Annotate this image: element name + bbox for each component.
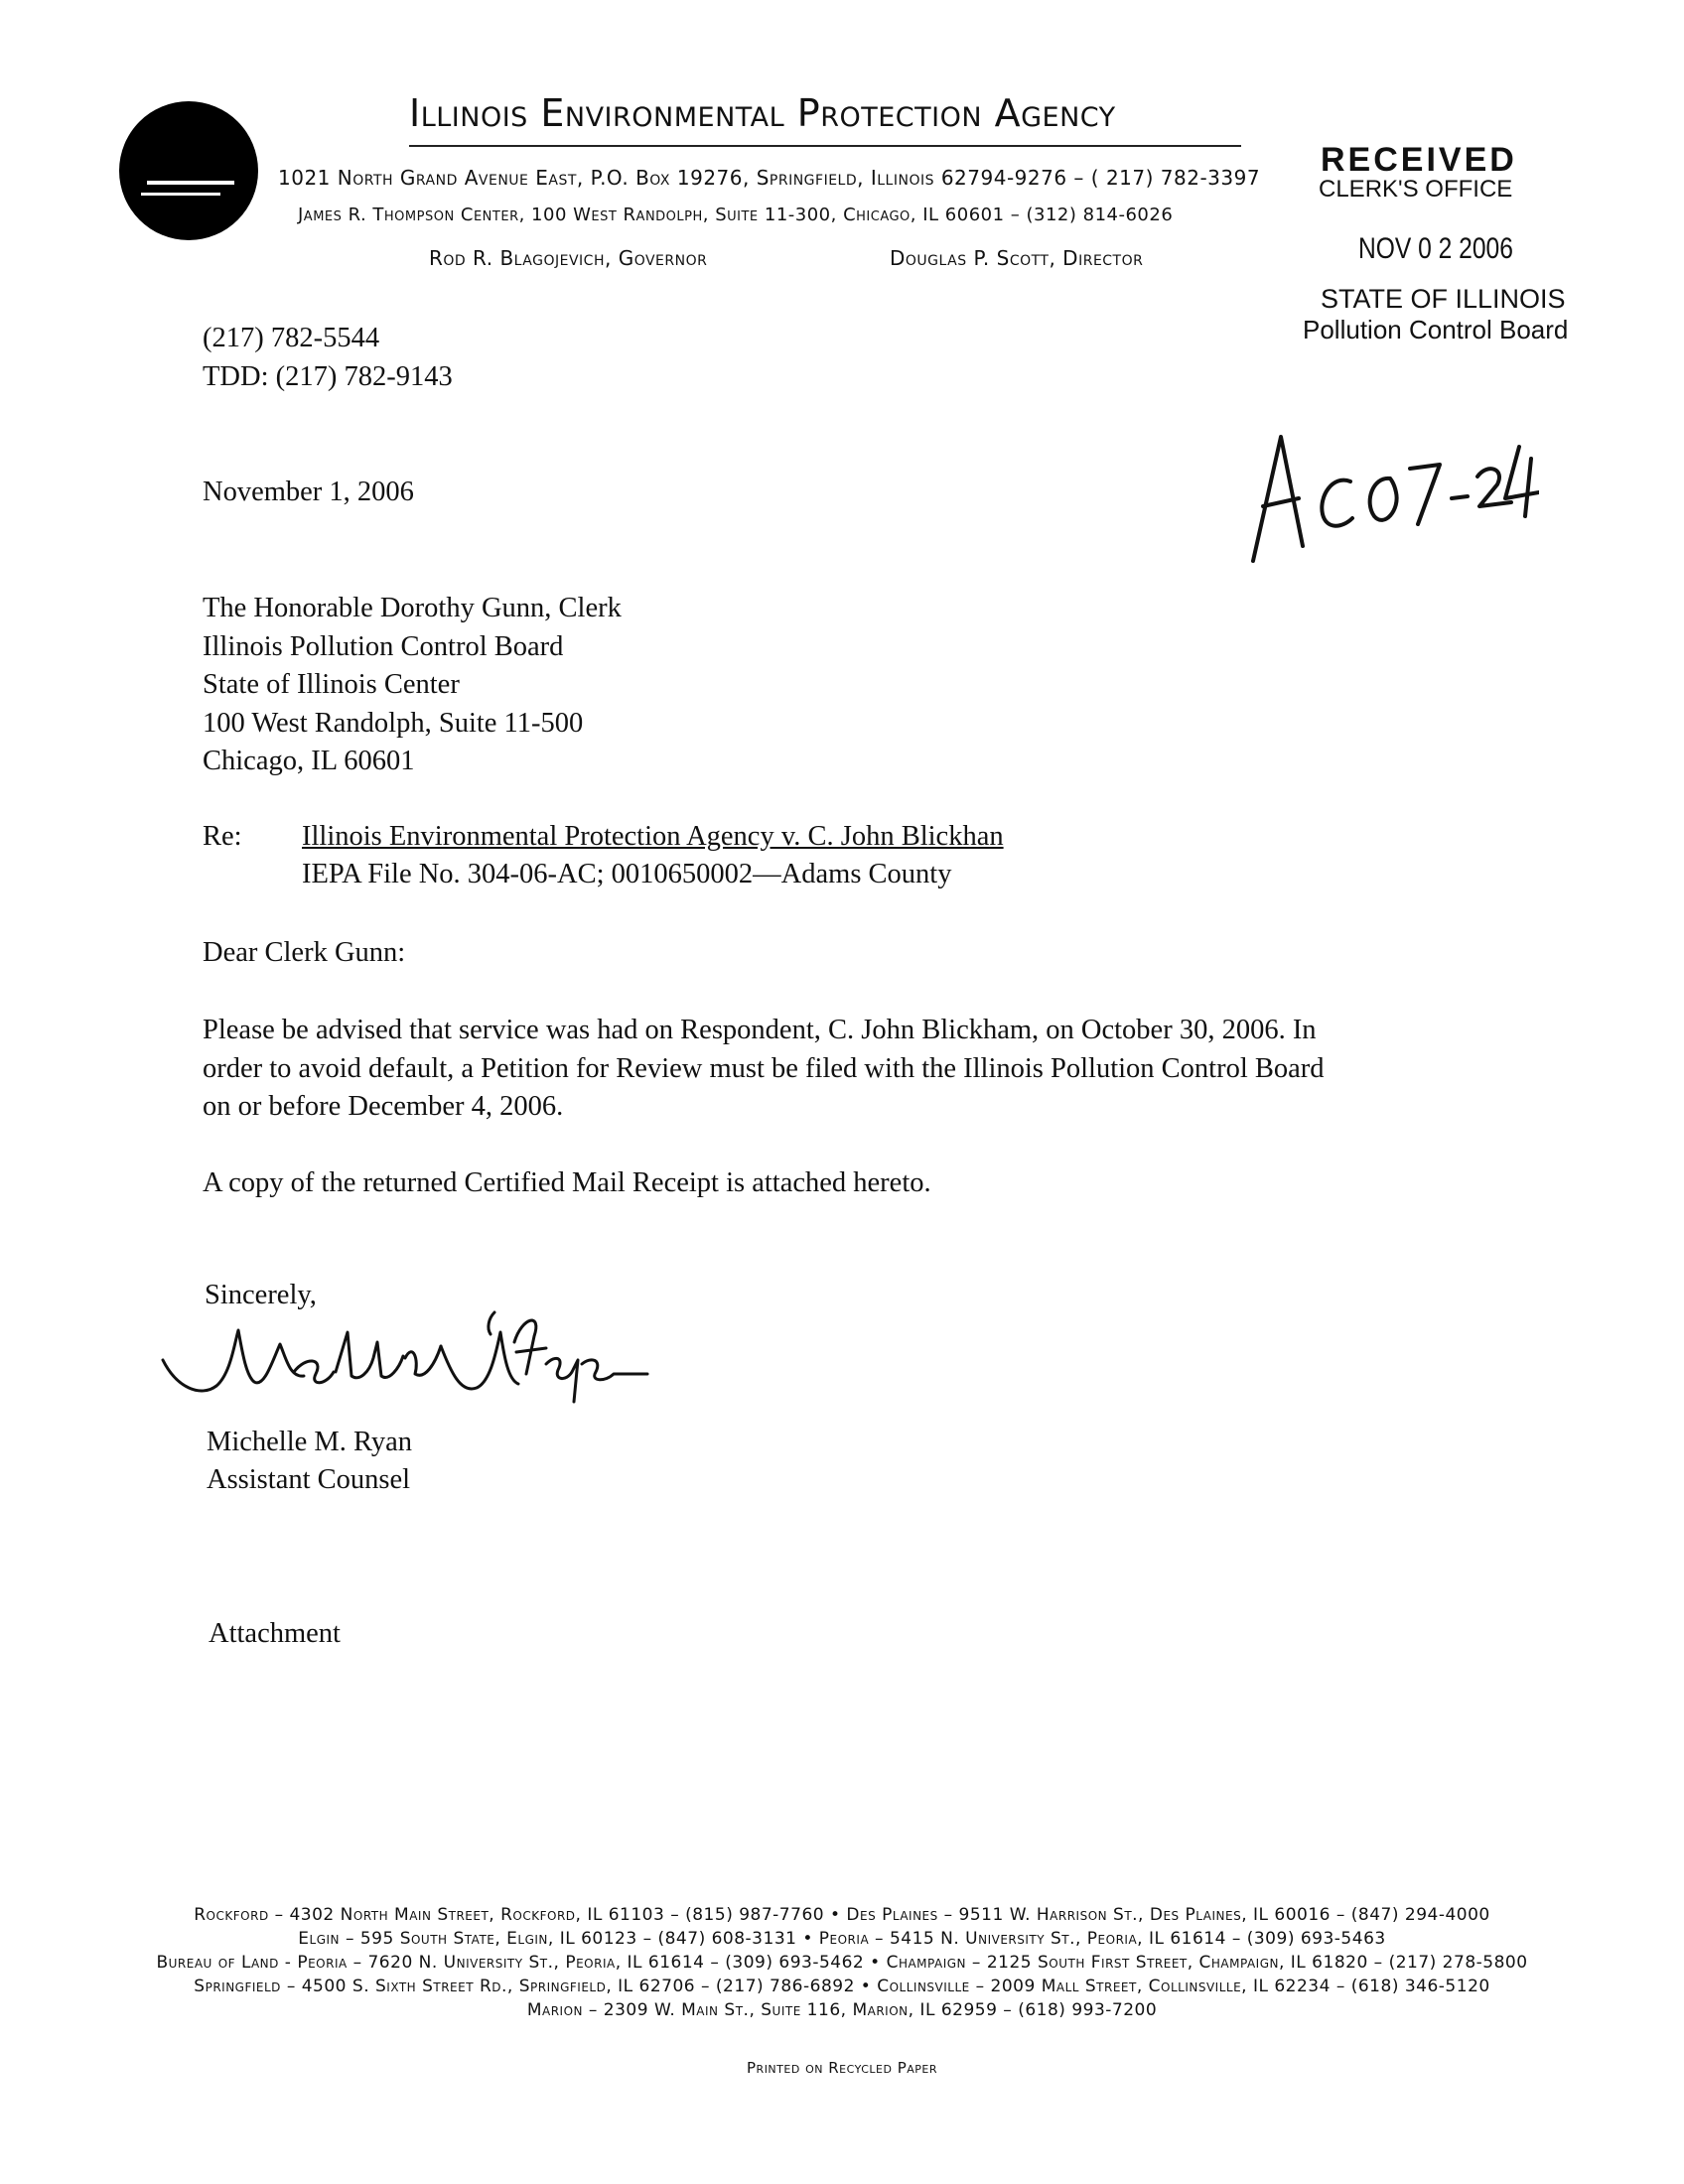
handwritten-signature <box>157 1302 733 1422</box>
recipient-line: Illinois Pollution Control Board <box>203 630 564 662</box>
paragraph-line: on or before December 4, 2006. <box>203 1091 564 1122</box>
service-paragraph <box>203 1012 1325 1127</box>
agency-phone: (217) 782-5544 <box>203 323 380 353</box>
springfield-address: 1021 North Grand Avenue East, P.O. Box 19276, Springfield, Illinois 62794-9276 – ( 217) 782-3397 <box>278 166 1261 190</box>
recipient-address <box>203 590 622 781</box>
re-file-number: IEPA File No. 304-06-AC; 0010650002—Adams County <box>302 859 952 889</box>
footer-office-line: Elgin – 595 South State, Elgin, IL 60123 – (847) 608-3131 • Peoria – 5415 N. University St., Peoria, IL 61614 – (309) 693-5463 <box>298 1929 1386 1949</box>
director-name: Douglas P. Scott, Director <box>890 246 1144 270</box>
re-case-title: Illinois Environmental Protection Agency v. C. John Blickhan <box>302 821 1004 852</box>
agency-logo <box>119 101 258 240</box>
agency-name: Illinois Environmental Protection Agency <box>409 91 1116 135</box>
letter-date: November 1, 2006 <box>203 477 414 507</box>
attachment-paragraph: A copy of the returned Certified Mail Receipt is attached hereto. <box>203 1167 931 1198</box>
received-stamp-state: STATE OF ILLINOIS <box>1321 284 1566 314</box>
received-stamp-date: NOV 0 2 2006 <box>1358 232 1513 265</box>
footer-office-line: Bureau of Land - Peoria – 7620 N. University St., Peoria, IL 61614 – (309) 693-5462 • Champaign – 2125 South First Street, Champaign, IL 61820 – (217) 278-5800 <box>156 1953 1528 1973</box>
received-stamp-board: Pollution Control Board <box>1303 315 1569 344</box>
governor-name: Rod R. Blagojevich, Governor <box>429 246 708 270</box>
footer-office-line: Rockford – 4302 North Main Street, Rockford, IL 61103 – (815) 987-7760 • Des Plaines – 9511 W. Harrison St., Des Plaines, IL 60016 – (847) 294-4000 <box>194 1905 1490 1925</box>
footer-office-line: Springfield – 4500 S. Sixth Street Rd., Springfield, IL 62706 – (217) 786-6892 • Collinsville – 2009 Mall Street, Collinsville, IL 62234 – (618) 346-5120 <box>194 1977 1490 1996</box>
paragraph-line: Please be advised that service was had on Respondent, C. John Blickham, on October 30, 2006. In <box>203 1015 1317 1045</box>
re-label: Re: <box>203 821 242 852</box>
header-divider <box>409 145 1241 147</box>
footer-office-line: Marion – 2309 W. Main St., Suite 116, Marion, IL 62959 – (618) 993-7200 <box>526 2000 1158 2020</box>
recipient-line: 100 West Randolph, Suite 11-500 <box>203 707 584 739</box>
recipient-line: The Honorable Dorothy Gunn, Clerk <box>203 593 622 623</box>
signer-name: Michelle M. Ryan <box>207 1427 413 1457</box>
agency-tdd: TDD: (217) 782-9143 <box>203 361 453 392</box>
recipient-line: Chicago, IL 60601 <box>203 746 415 776</box>
attachment-note: Attachment <box>209 1618 341 1649</box>
recipient-line: State of Illinois Center <box>203 669 460 700</box>
recycled-paper-note: Printed on Recycled Paper <box>747 2059 937 2077</box>
received-stamp-office: CLERK'S OFFICE <box>1319 176 1513 203</box>
handwritten-docket-number <box>1241 407 1539 576</box>
regional-offices-footer <box>0 1903 1684 2022</box>
salutation: Dear Clerk Gunn: <box>203 937 406 968</box>
chicago-address: James R. Thompson Center, 100 West Randolph, Suite 11-300, Chicago, IL 60601 – (312) 814-6026 <box>298 205 1174 225</box>
signer-title: Assistant Counsel <box>207 1464 411 1495</box>
closing: Sincerely, <box>205 1280 317 1310</box>
received-stamp-title: RECEIVED <box>1321 141 1517 179</box>
paragraph-line: order to avoid default, a Petition for Review must be filed with the Illinois Pollution Control Board <box>203 1052 1325 1084</box>
